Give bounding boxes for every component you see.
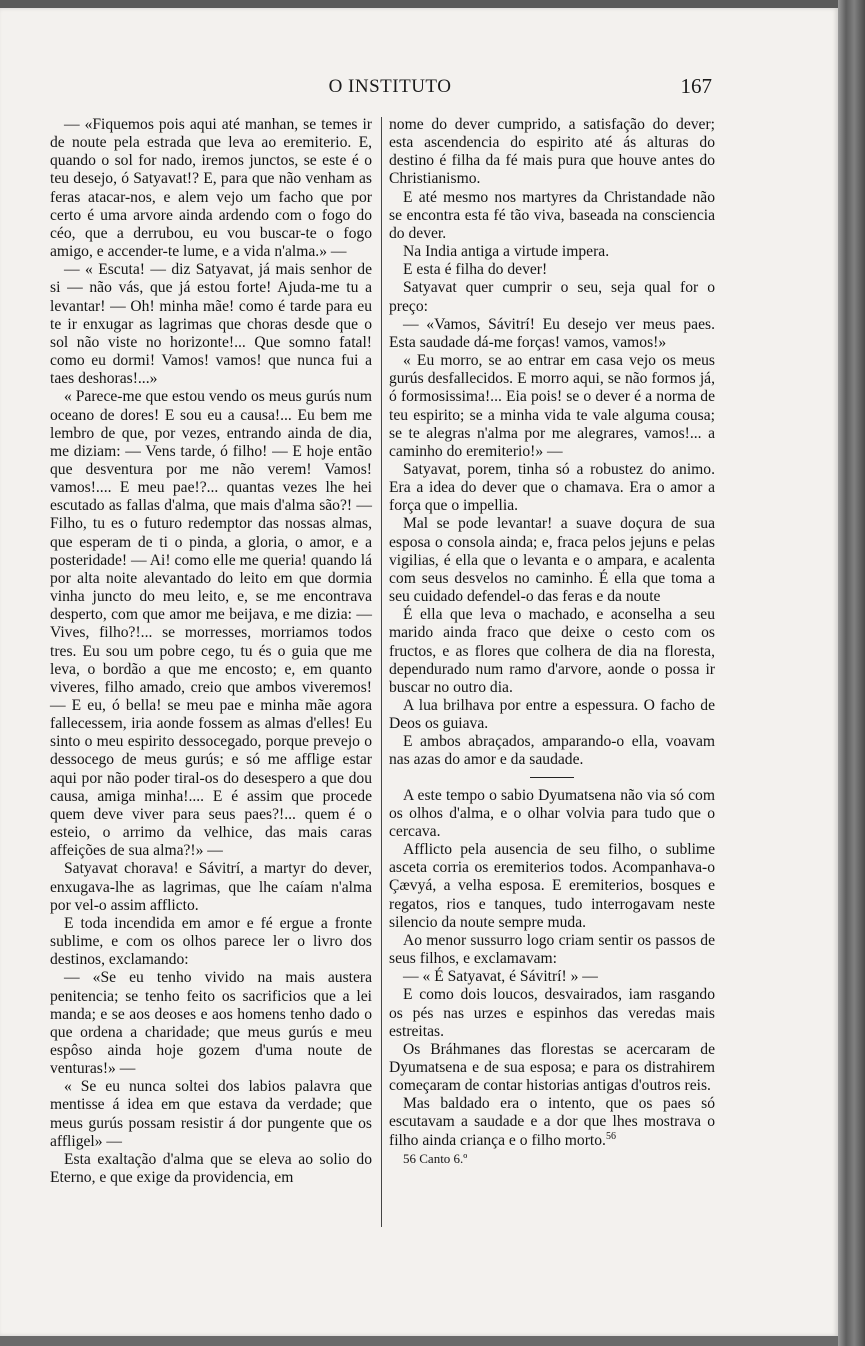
paragraph: — « É Satyavat, é Sávitrí! » — [403,968,598,986]
footnote: 56 Canto 6.º [403,1150,468,1166]
paragraph: A lua brilhava por entre a espessura. O facho de Deos os guiava. [389,697,715,733]
journal-title: O INSTITUTO [328,76,452,97]
paragraph-text: Mas baldado era o intento, que os paes só escutavam a saudade e a dor que lhes mostrava o filho ainda criança e o filho morto. [389,1095,715,1149]
page-number: 167 [680,74,712,98]
paragraph: « Se eu nunca soltei dos labios palavra que mentisse á idea em que estava da verdade; que meus gurús possam resistir á dor pungente que os affligel» — [50,1078,372,1150]
paragraph: E como dois loucos, desvairados, iam rasgando os pés nas urzes e espinhos das veredas mais estreitas. [389,986,715,1040]
paragraph: E toda incendida em amor e fé ergue a fronte sublime, e com os olhos parece ler o livro dos destinos, exclamando: [50,914,372,969]
paragraph: Os Bráhmanes das florestas se acercaram de Dyumatsena e de sua esposa; e para os distrahirem começaram de contar historias antigas d'outros reis. [389,1040,715,1095]
section-divider [530,777,574,778]
running-header [60,72,720,102]
paragraph: E ambos abraçados, amparando-o ella, voavam nas azas do amor e da saudade. [389,733,715,769]
paragraph: — «Vamos, Sávitrí! Eu desejo ver meus paes. Esta saudade dá-me forças! vamos, vamos!» [389,315,715,351]
footnote-marker: 56 [605,1130,616,1142]
left-column [50,116,372,1187]
paragraph-with-footnote [389,1095,715,1149]
paragraph: É ella que leva o machado, e aconselha a seu marido ainda fraco que deixe o cesto com os fructos, e as flores que colhera de dia na floresta, dependurado num ramo d'arvore, aonde o possa ir buscar no outro dia. [389,606,715,696]
paragraph: Na India antiga a virtude impera. [403,243,610,261]
paragraph: E esta é filha do dever! [403,261,548,279]
paragraph: A este tempo o sabio Dyumatsena não via só com os olhos d'alma, e o olhar volvia para tudo que o cercava. [389,786,715,840]
paragraph: — « Escuta! — diz Satyavat, já mais senhor de si — não vás, que já estou forte! Ajuda-me tu a levantar! — Oh! minha mãe! como é tarde para eu te ir enxugar as lagrimas que choras desde que o sol não viste no horizonte!... Que somno fatal! como eu dormi! Vamos! vamos! que nunca fui a taes deshoras!...» [50,261,372,388]
paragraph: Satyavat, porem, tinha só a robustez do animo. Era a idea do dever que o chamava. Era o amor a força que o impellia. [389,460,715,515]
paragraph: E até mesmo nos martyres da Christandade não se encontra esta fé tão viva, baseada na consciencia do dever. [389,188,715,242]
scan-top-border [0,0,865,8]
right-column [389,116,715,1168]
paragraph: Satyavat quer cumprir o seu, seja qual for o preço: [389,279,715,315]
paragraph: « Parece-me que estou vendo os meus gurús num oceano de dores! E sou eu a causa!... Eu bem me lembro de que, por vezes, entrando ainda de dia, me diziam: — Vens tarde, ó filho! — E hoje então que desventura por me não verem! Vamos! vamos!.... E meu pae!?... quantas vezes lhe hei escutado as fallas d'alma, que mais d'alma são?! — Filho, tu es o futuro redemptor das nossas almas, que esperam de ti o pinda, a gloria, o amor, e a posteridade! — Ai! como elle me queria! quando lá por alta noite alevantado do leito em que dormia vinha juncto do meu leito, e, se me encontrava desperto, com que amor me beijava, e me dizia: — Vives, filho?!... se morresses, morriamos todos tres. Eu sou um pobre cego, tu és o guia que me leva, o bordão a que me encosto; e, em quanto viveres, filho amado, creio que ambos viveremos! — E eu, ó bella! se meu pae e minha mãe agora fallecessem, iria aonde fossem as almas d'elles! Eu sinto o meu espirito dessocegado, porque prevejo o dessocego de meus gurús; e só me afflige estar aqui por não poder tiral-os do desespero a que dou causa, amiga minha!.... E é assim que procede quem deve viver para seus paes?!... quem é o esteio, o arrimo da velhice, das mais caras affeições de sua alma?!» — [50,388,372,860]
paragraph: Esta exaltação d'alma que se eleva ao solio do Eterno, e que exige da providencia, em [50,1150,372,1187]
page-edge-shadow [838,0,865,1346]
paragraph: — «Fiquemos pois aqui até manhan, se temes ir de noute pela estrada que leva ao eremiterio. E, quando o sol for nado, iremos junctos, se este é o teu desejo, ó Satyavat!? E, para que não venham as feras atacar-nos, e alem vejo um facho que por certo é uma arvore ainda ardendo com o fogo do céo, que a derrubou, eu vou buscar-te o fogo amigo, e accender-te lume, e a vida n'alma.» — [50,116,372,261]
paragraph: « Eu morro, se ao entrar em casa vejo os meus gurús desfallecidos. E morro aqui, se não formos já, ó formosissima!... Eia pois! se o dever é a norma de teu espirito; se a minha vida te vale alguma cousa; se te alegras n'alma por me alegrares, vamos!... a caminho do eremiterio!» — [389,352,715,460]
paragraph: nome do dever cumprido, a satisfação do dever; esta ascendencia do espirito até ás alturas do destino é filha da fé mais pura que houve antes do Christianismo. [389,116,715,188]
paragraph: — «Se eu tenho vivido na mais austera penitencia; se tenho feito os sacrificios que a lei manda; e se aos deoses e aos homens tenho dado o que ordena a charidade; que meus gurús e meu espôso ainda hoje gozem d'uma noute de venturas!» — [50,969,372,1078]
column-rule [381,117,382,1227]
paragraph: Satyavat chorava! e Sávitrí, a martyr do dever, enxugava-lhe as lagrimas, que lhe caíam n'alma por vel-o assim afflicto. [50,860,372,914]
paragraph: Mal se pode levantar! a suave doçura de sua esposa o consola ainda; e, fraca pelos jejuns e pelas vigilias, é ella que o levanta e o ampara, e acalenta com seus desvelos no caminho. É ella que toma a seu cuidado defendel-o das feras e da noute [389,515,715,606]
paragraph: Ao menor sussurro logo criam sentir os passos de seus filhos, e exclamavam: [389,931,715,968]
paragraph: Afflicto pela ausencia de seu filho, o sublime asceta corria os eremiterios todos. Acompanhava-o Çævyá, a velha esposa. E eremiterios, bosques e regatos, rios e tanques, tudo interrogavam neste silencio da noute sempre muda. [389,841,715,931]
